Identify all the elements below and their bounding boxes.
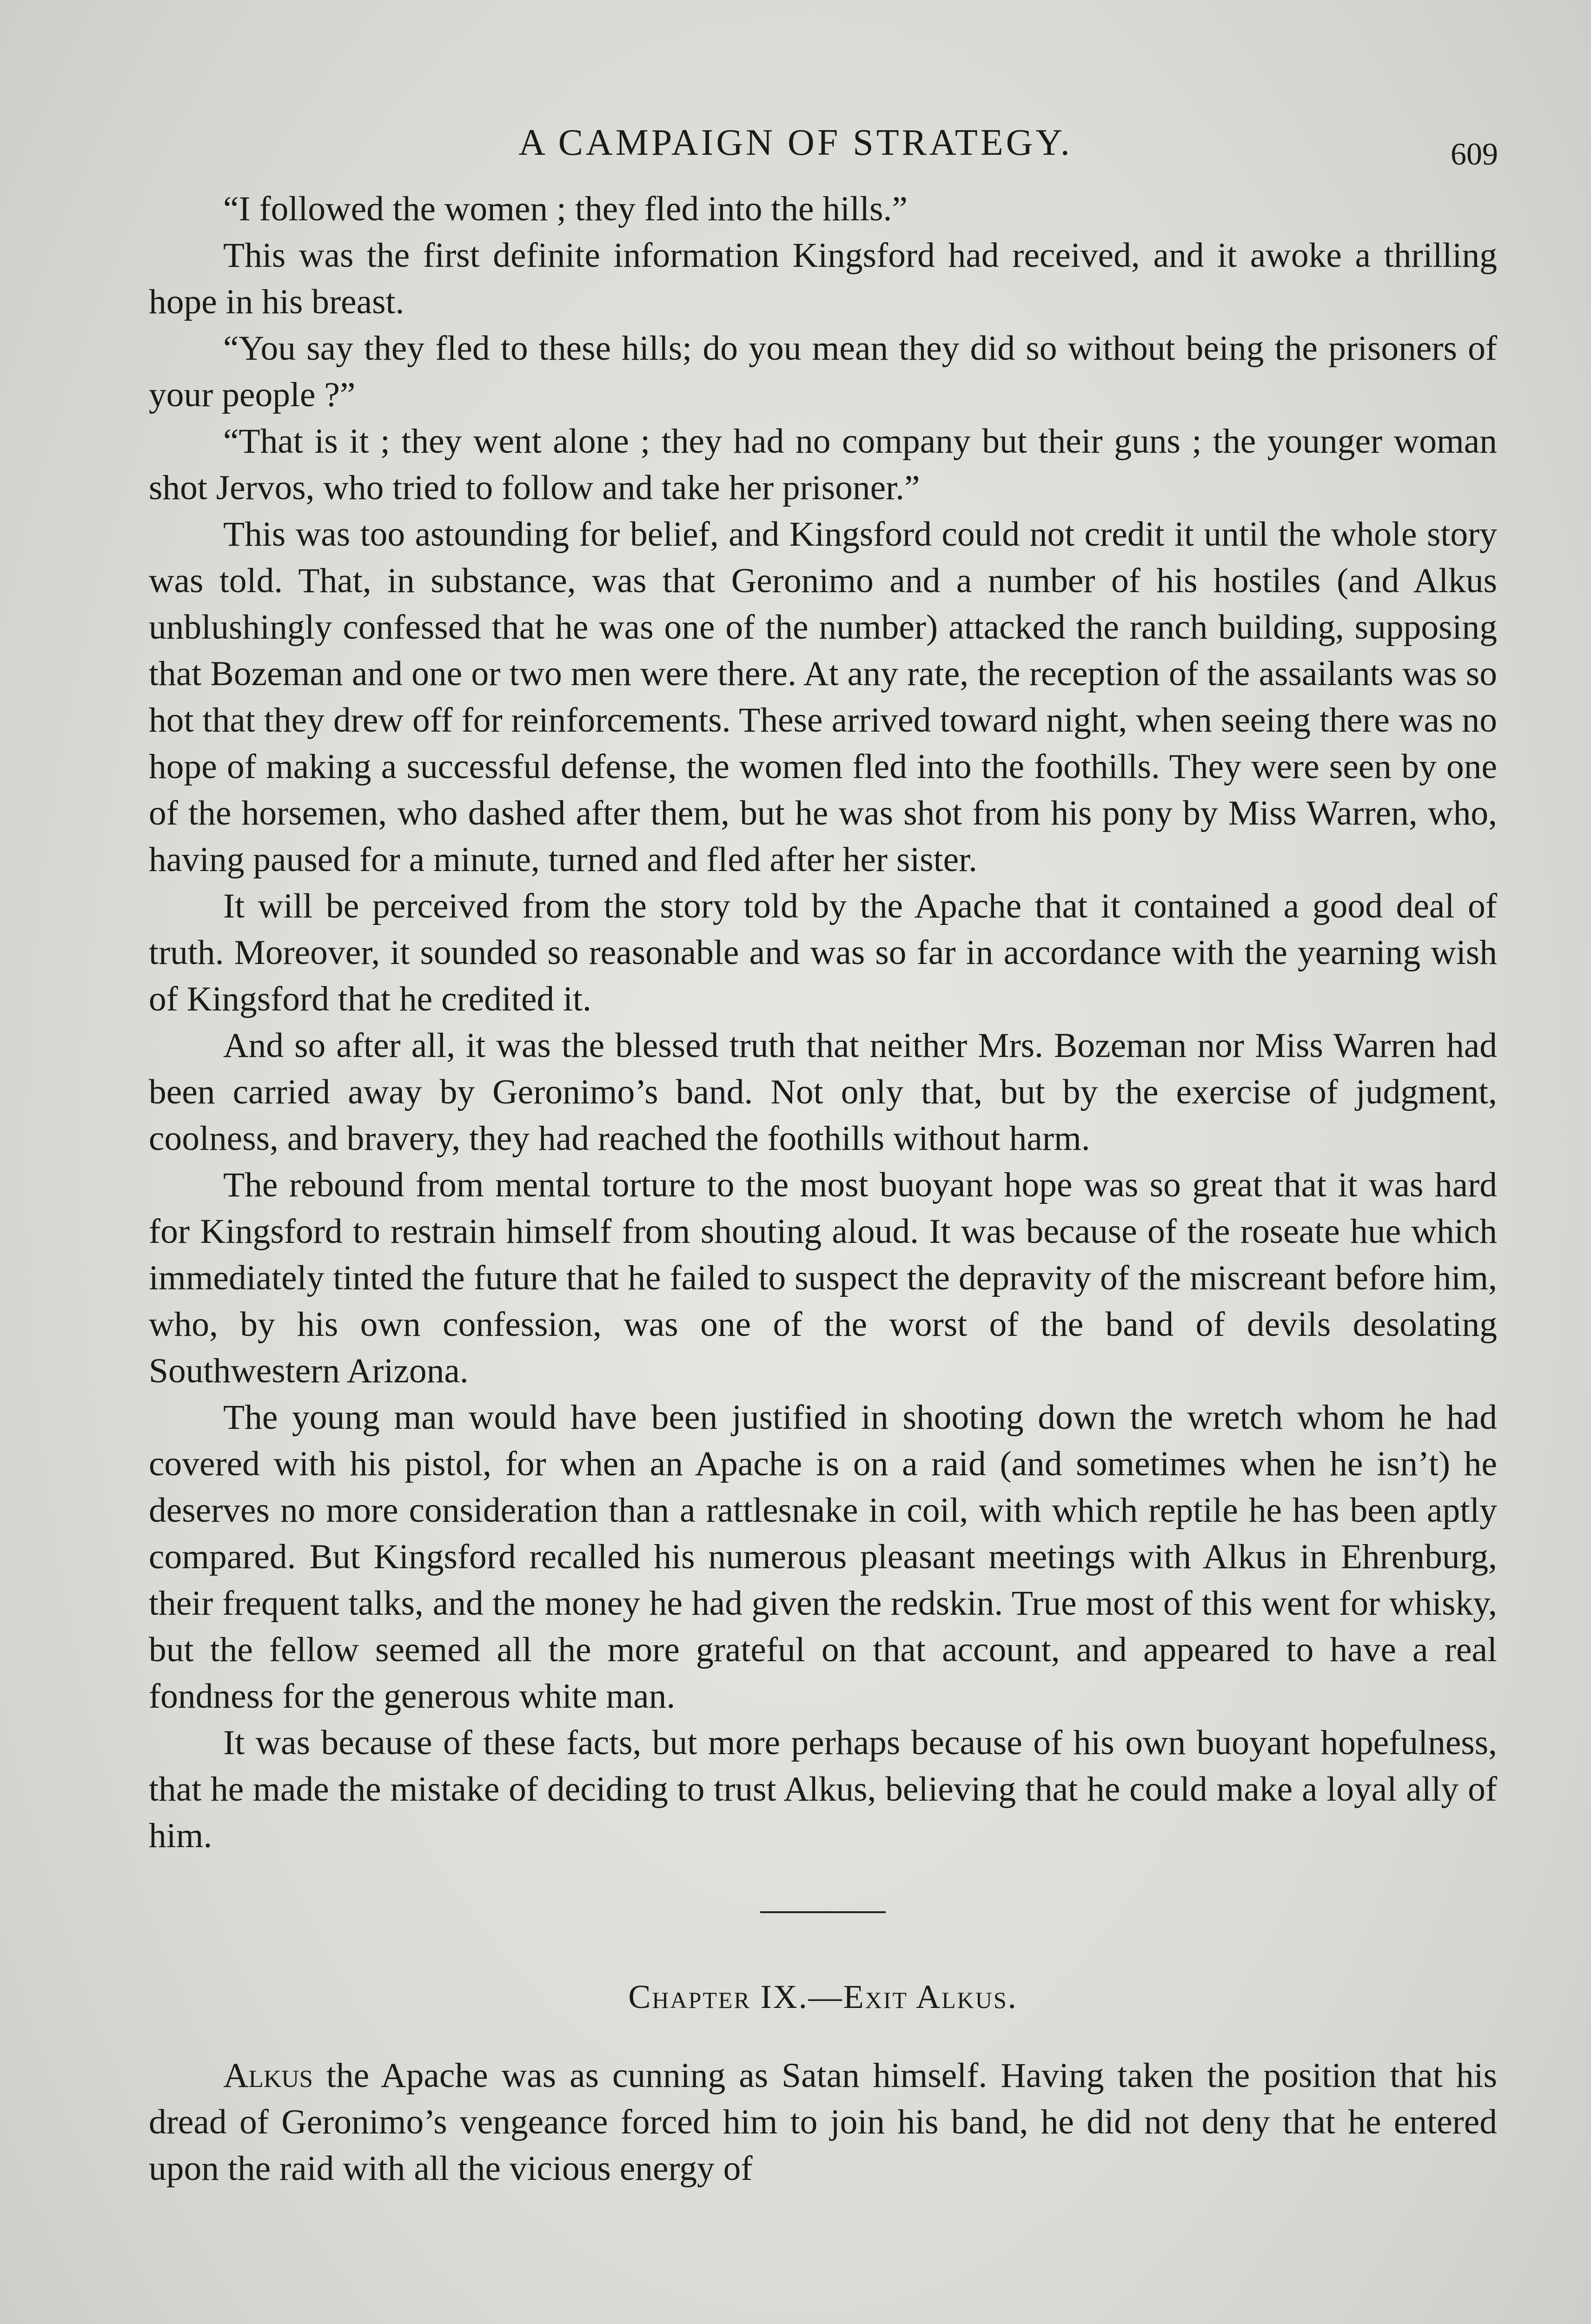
paragraph: The young man would have been justified in shooting down the wretch whom he had covered with his pistol, for when an Apache is on a raid (and sometimes when he isn’t) he deserves no more consideration than a rattlesnake in coil, with which reptile he has been aptly compared. But Kingsford recalled his numerous pleasant meetings with Alkus in Ehrenburg, their frequent talks, and the money he had given the redskin. True most of this went for whisky, but the fellow seemed all the more grateful on that account, and appeared to have a real fondness for the generous white man. bbox=[149, 1398, 1497, 1716]
paragraph: It will be perceived from the story told by the Apache that it contained a good deal of truth. Moreover, it sounded so reasonable and was so far in accordance with the yearning wish of Kingsford that he credited it. bbox=[149, 887, 1497, 1018]
paragraph: “I followed the women ; they fled into the hills.” bbox=[223, 190, 908, 228]
body-text bbox=[149, 186, 1497, 2192]
paragraph: This was the first definite information Kingsford had received, and it awoke a thrilling hope in his breast. bbox=[149, 236, 1497, 321]
running-title: A CAMPAIGN OF STRATEGY. bbox=[518, 122, 1073, 163]
chapter-opening-text: the Apache was as cunning as Satan himself. Having taken the position that his dread of Geronimo’s vengeance forced him to join his band, he did not deny that he entered upon the raid with all the vicious energy of bbox=[149, 2056, 1497, 2188]
chapter-opening-word: Alkus bbox=[223, 2056, 313, 2095]
section-divider bbox=[760, 1911, 886, 1913]
chapter-heading: Chapter IX.—Exit Alkus. bbox=[628, 1978, 1018, 2015]
paragraph: “That is it ; they went alone ; they had no company but their guns ; the younger woman shot Jervos, who tried to follow and take her prisoner.” bbox=[149, 422, 1497, 507]
chapter-opening-paragraph bbox=[149, 2053, 1497, 2192]
paragraph: This was too astounding for belief, and Kingsford could not credit it until the whole story was told. That, in substance, was that Geronimo and a number of his hostiles (and Alkus unblushingly confessed that he was one of the number) attacked the ranch building, supposing that Bozeman and one or two men were there. At any rate, the reception of the assailants was so hot that they drew off for reinforcements. These arrived toward night, when seeing there was no hope of making a successful defense, the women fled into the foothills. They were seen by one of the horsemen, who dashed after them, but he was shot from his pony by Miss Warren, who, having paused for a minute, turned and fled after her sister. bbox=[149, 515, 1497, 879]
paragraph: The rebound from mental torture to the most buoyant hope was so great that it was hard for Kingsford to restrain himself from shouting aloud. It was because of the roseate hue which immediately tinted the future that he failed to suspect the depravity of the miscreant before him, who, by his own confession, was one of the worst of the band of devils desolating Southwestern Arizona. bbox=[149, 1166, 1497, 1390]
page-number: 609 bbox=[1451, 136, 1498, 172]
paragraph: “You say they fled to these hills; do you mean they did so without being the prisoners of your people ?” bbox=[149, 329, 1497, 414]
paragraph: And so after all, it was the blessed truth that neither Mrs. Bozeman nor Miss Warren had been carried away by Geronimo’s band. Not only that, but by the exercise of judgment, coolness, and bravery, they had reached the foothills without harm. bbox=[149, 1026, 1497, 1158]
paragraph: It was because of these facts, but more perhaps because of his own buoyant hopefulness, that he made the mistake of deciding to trust Alkus, believing that he could make a loyal ally of him. bbox=[149, 1723, 1497, 1855]
